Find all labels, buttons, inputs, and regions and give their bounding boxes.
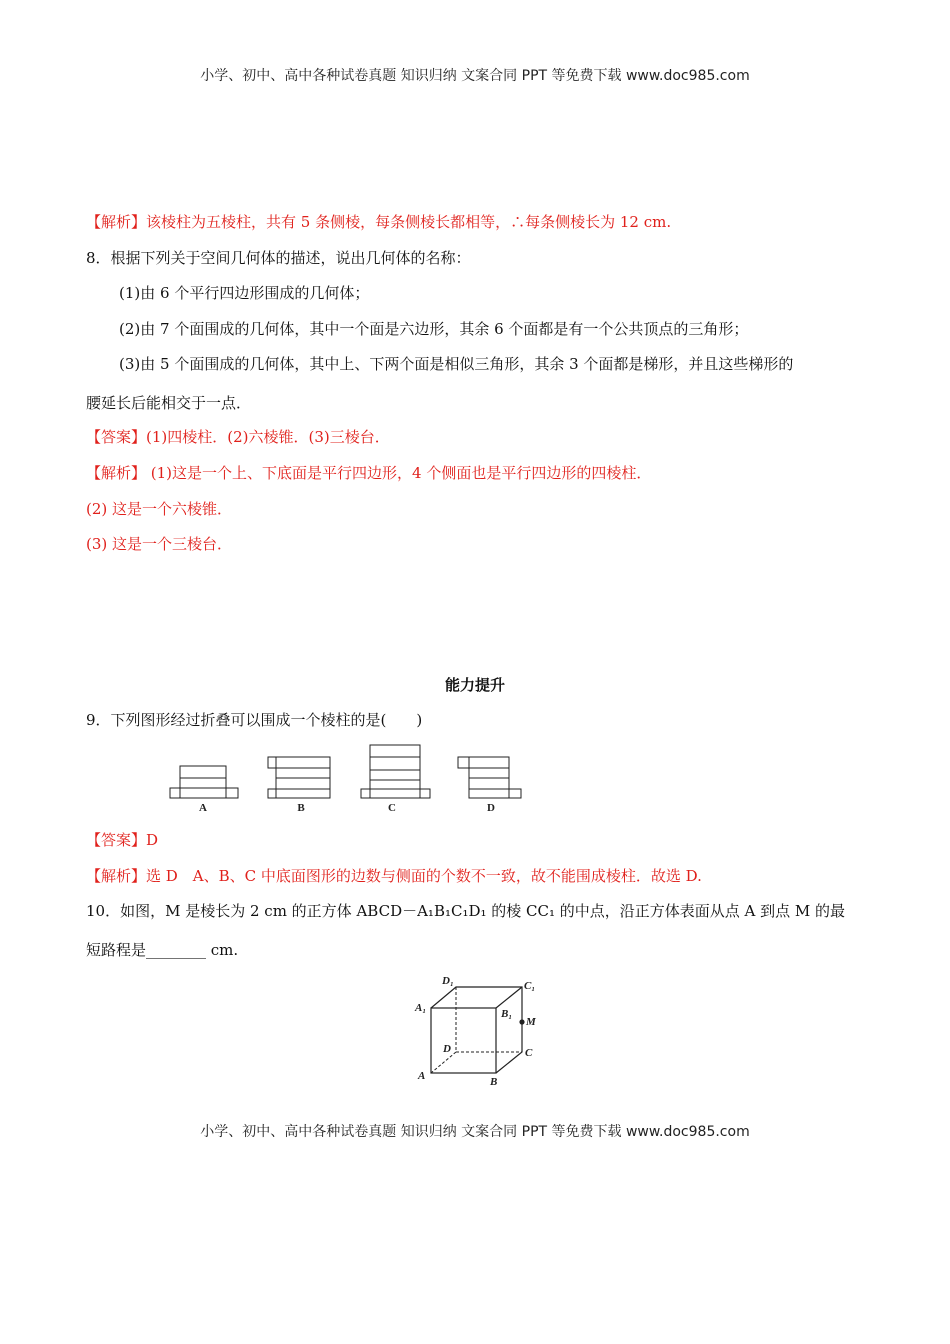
q8-item-2: (2)由 7 个面围成的几何体，其中一个面是六边形，其余 6 个面都是有一个公共顶点的三角形； xyxy=(119,320,749,338)
q10-stem-line1: 10．如图，M 是棱长为 2 cm 的正方体 ABCD－A₁B₁C₁D₁ 的棱 CC₁ 的中点，沿正方体表面从点 A 到点 M 的最 xyxy=(86,902,846,920)
q9-answer: 【答案】D xyxy=(86,831,159,849)
cube-figure xyxy=(431,987,524,1073)
q8-item-3-cont: 腰延长后能相交于一点． xyxy=(86,394,252,412)
net-figure-d xyxy=(458,757,521,798)
q8-analysis-2: (2) 这是一个六棱锥． xyxy=(86,500,233,518)
option-label-b: B xyxy=(297,802,305,814)
q8-analysis-1: 【解析】 (1)这是一个上、下底面是平行四边形，4 个侧面也是平行四边形的四棱柱． xyxy=(86,464,652,482)
q8-analysis-3: (3) 这是一个三棱台． xyxy=(86,535,233,553)
q8-item-1: (1)由 6 个平行四边形围成的几何体； xyxy=(119,284,370,302)
cube-label-a: A xyxy=(418,1070,426,1082)
cube-label-a1: A₁ xyxy=(415,1002,427,1014)
cube-label-d: D xyxy=(443,1043,451,1055)
option-label-c: C xyxy=(388,802,396,814)
q7-analysis: 【解析】该棱柱为五棱柱，共有 5 条侧棱，每条侧棱长都相等，∴每条侧棱长为 12 cm. xyxy=(86,213,672,231)
net-figure-c xyxy=(361,745,430,798)
q8-item-3: (3)由 5 个面围成的几何体，其中上、下两个面是相似三角形，其余 3 个面都是梯形，并且这些梯形的 xyxy=(119,355,794,373)
section-title: 能力提升 xyxy=(444,676,505,694)
q8-answer: 【答案】(1)四棱柱．(2)六棱锥．(3)三棱台． xyxy=(86,428,390,446)
q10-stem-line2: 短路程是________ cm. xyxy=(86,941,239,959)
cube-label-b: B xyxy=(490,1076,498,1088)
q9-stem: 9．下列图形经过折叠可以围成一个棱柱的是( ) xyxy=(86,711,423,729)
page-footer: 小学、初中、高中各种试卷真题 知识归纳 文案合同 PPT 等免费下载 www.doc985.com xyxy=(200,1124,750,1140)
q9-analysis: 【解析】选 D A、B、C 中底面图形的边数与侧面的个数不一致，故不能围成棱柱．故选 D. xyxy=(86,867,702,885)
cube-label-m: M xyxy=(526,1016,536,1028)
cube-label-d1: D₁ xyxy=(442,975,454,987)
q8-stem: 8．根据下列关于空间几何体的描述，说出几何体的名称： xyxy=(86,249,471,267)
page-header: 小学、初中、高中各种试卷真题 知识归纳 文案合同 PPT 等免费下载 www.doc985.com xyxy=(200,68,750,84)
option-label-a: A xyxy=(199,802,207,814)
net-figure-b xyxy=(268,757,330,798)
cube-label-c1: C₁ xyxy=(524,980,536,992)
cube-label-c: C xyxy=(525,1047,533,1059)
option-label-d: D xyxy=(487,802,495,814)
cube-label-b1: B₁ xyxy=(501,1008,513,1020)
net-figure-a xyxy=(170,766,238,798)
